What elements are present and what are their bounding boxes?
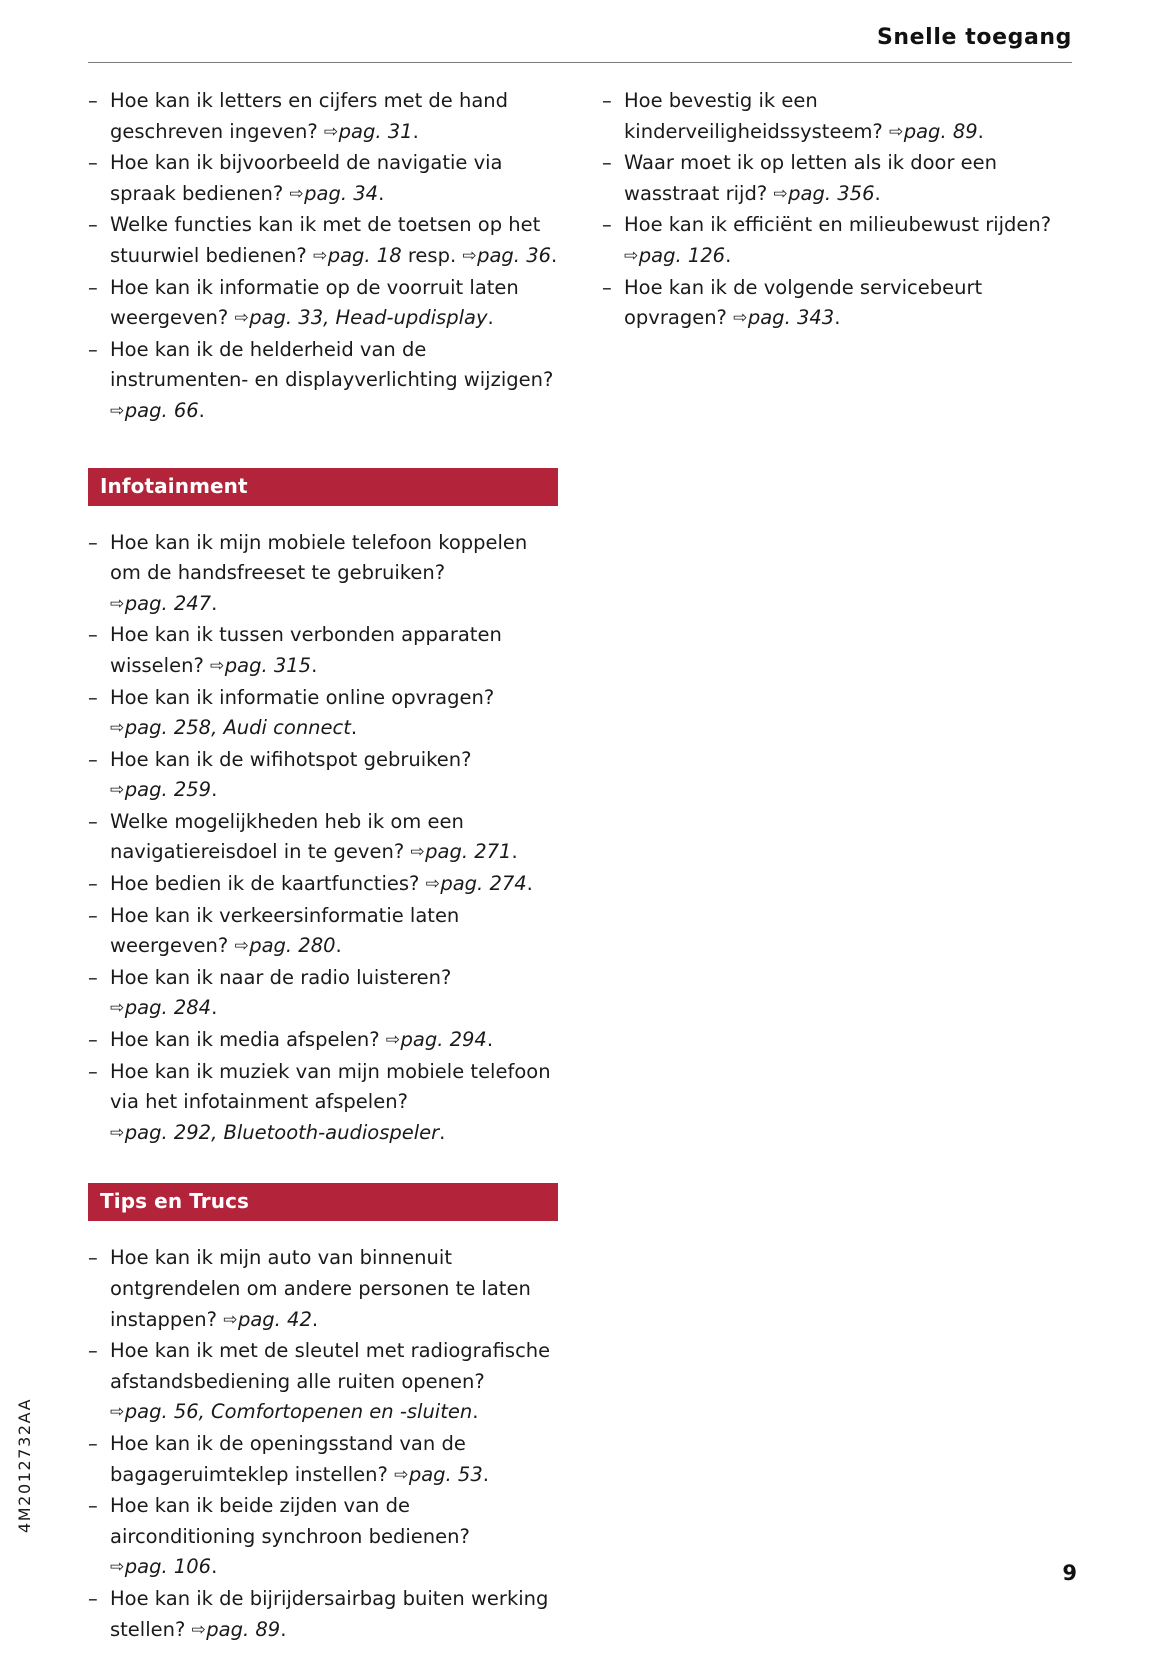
question-text: Hoe kan ik beide zijden van de airconditioning synchroon bedienen? bbox=[110, 1494, 470, 1548]
question-text-trailing: . bbox=[412, 119, 419, 143]
page-reference-label: pag. 315 bbox=[224, 653, 312, 677]
reference-arrow-icon: ⇨ bbox=[624, 245, 639, 266]
question-text-trailing: . bbox=[834, 306, 841, 330]
reference-arrow-icon: ⇨ bbox=[110, 1122, 125, 1143]
reference-arrow-icon: ⇨ bbox=[191, 1619, 207, 1640]
question-text: Hoe bedien ik de kaartfuncties? bbox=[110, 872, 426, 896]
page-reference-label: pag. 343 bbox=[747, 306, 835, 330]
right-intro-list bbox=[602, 86, 1072, 335]
reference-arrow-icon: ⇨ bbox=[110, 593, 125, 614]
header-divider bbox=[88, 62, 1072, 63]
page-reference-label: pag. 33, Head-updisplay bbox=[249, 306, 488, 330]
question-text-trailing: . bbox=[511, 840, 518, 864]
question-text: Welke mogelijkheden heb ik om een navigatiereisdoel in te geven? bbox=[110, 809, 464, 864]
page-reference-label: pag. 247 bbox=[124, 591, 212, 615]
page-reference-label: pag. 31 bbox=[338, 119, 413, 143]
reference-arrow-icon: ⇨ bbox=[234, 936, 250, 957]
page-reference[interactable] bbox=[462, 244, 551, 267]
question-text: Hoe kan ik verkeersinformatie laten weergeven? bbox=[110, 903, 460, 958]
section-list-2 bbox=[88, 1243, 558, 1646]
question-text: Hoe kan ik efficiënt en milieubewust rijden? bbox=[624, 213, 1052, 237]
page-reference-label: pag. 284 bbox=[124, 996, 212, 1020]
question-text-trailing: . bbox=[472, 1400, 479, 1424]
page-reference-label: pag. 356 bbox=[788, 181, 875, 205]
page-reference-label: pag. 36 bbox=[477, 243, 552, 267]
page-reference-label: pag. 106 bbox=[124, 1555, 212, 1579]
question-text-trailing: . bbox=[211, 1555, 218, 1579]
question-text-trailing: . bbox=[482, 1462, 489, 1486]
question-text-trailing: . bbox=[439, 1120, 446, 1144]
page-reference-label: pag. 126 bbox=[638, 243, 726, 267]
page-reference-label: pag. 292, Bluetooth-audiospeler bbox=[124, 1120, 440, 1144]
question-text-trailing: . bbox=[211, 778, 218, 802]
question-text: Hoe kan ik naar de radio luisteren? bbox=[110, 965, 452, 989]
page-reference[interactable] bbox=[733, 306, 834, 329]
reference-arrow-icon: ⇨ bbox=[410, 842, 426, 863]
list-item bbox=[88, 1057, 558, 1150]
list-item bbox=[88, 620, 558, 682]
page-reference-label: pag. 34 bbox=[304, 181, 379, 205]
question-text: Hoe kan ik letters en cijfers met de hand geschreven ingeven? bbox=[110, 89, 509, 143]
list-item bbox=[602, 148, 1072, 210]
question-text: Hoe kan ik mijn auto van binnenuit ontgrendelen om andere personen te laten instappen? bbox=[110, 1246, 531, 1331]
question-text-trailing: . bbox=[280, 1617, 287, 1641]
question-text: Hoe kan ik media afspelen? bbox=[110, 1028, 386, 1052]
page-reference[interactable] bbox=[110, 1400, 472, 1423]
reference-arrow-icon: ⇨ bbox=[110, 780, 125, 801]
list-item bbox=[88, 963, 558, 1025]
question-text: Welke functies kan ik met de toetsen op het stuurwiel bedienen? bbox=[110, 213, 541, 267]
question-text: Hoe kan ik de helderheid van de instrumenten- en displayverlichting wijzigen? bbox=[110, 337, 554, 392]
question-text-trailing: . bbox=[487, 306, 494, 330]
reference-arrow-icon: ⇨ bbox=[385, 1030, 401, 1051]
list-item bbox=[88, 869, 558, 901]
list-item bbox=[88, 210, 558, 272]
question-text-trailing: . bbox=[551, 243, 558, 267]
list-item bbox=[602, 86, 1072, 148]
reference-arrow-icon: ⇨ bbox=[394, 1464, 409, 1485]
list-item bbox=[88, 1429, 558, 1491]
question-text-trailing: . bbox=[378, 181, 385, 205]
list-item bbox=[88, 148, 558, 210]
page-number: 9 bbox=[1062, 1561, 1077, 1585]
reference-arrow-icon: ⇨ bbox=[462, 245, 478, 266]
page-reference-label: pag. 89 bbox=[206, 1617, 281, 1641]
question-text: Hoe kan ik de volgende servicebeurt opvragen? bbox=[624, 275, 983, 330]
page-reference[interactable] bbox=[889, 120, 978, 143]
list-item bbox=[88, 1584, 558, 1646]
reference-arrow-icon: ⇨ bbox=[110, 1557, 125, 1578]
question-text-trailing: . bbox=[211, 591, 218, 615]
page-reference[interactable] bbox=[426, 872, 527, 895]
page-reference-label: pag. 89 bbox=[903, 119, 978, 143]
list-item bbox=[602, 273, 1072, 335]
content-columns bbox=[88, 86, 1072, 1646]
list-item bbox=[88, 335, 558, 428]
reference-arrow-icon: ⇨ bbox=[234, 308, 250, 329]
list-item bbox=[88, 1243, 558, 1336]
question-text-trailing: . bbox=[874, 181, 881, 205]
page-reference[interactable] bbox=[110, 778, 211, 801]
page-reference-label: pag. 56, Comfortopenen en -sluiten bbox=[124, 1400, 473, 1424]
list-item bbox=[88, 745, 558, 807]
list-item bbox=[88, 1025, 558, 1057]
question-text: Hoe kan ik informatie op de voorruit laten weergeven? bbox=[110, 275, 519, 330]
list-item bbox=[88, 807, 558, 869]
page-reference[interactable] bbox=[210, 654, 311, 677]
page-reference-label: pag. 18 bbox=[327, 243, 402, 267]
question-text: Hoe kan ik mijn mobiele telefoon koppelen om de handsfreeset te gebruiken? bbox=[110, 530, 528, 585]
reference-arrow-icon: ⇨ bbox=[110, 400, 125, 421]
question-text: Hoe bevestig ik een kinderveiligheidssysteem? bbox=[624, 89, 889, 143]
page-header bbox=[88, 24, 1072, 68]
question-text: Hoe kan ik informatie online opvragen? bbox=[110, 685, 495, 709]
section-list-1 bbox=[88, 528, 558, 1150]
page-reference[interactable] bbox=[110, 592, 211, 615]
question-text-trailing: . bbox=[526, 872, 533, 896]
question-text: Hoe kan ik de openingsstand van de bagageruimteklep instellen? bbox=[110, 1431, 466, 1486]
question-text-trailing: . bbox=[350, 716, 358, 740]
list-item bbox=[88, 86, 558, 148]
list-item bbox=[88, 528, 558, 621]
page-reference[interactable] bbox=[234, 934, 335, 957]
page-title: Snelle toegang bbox=[876, 25, 1072, 50]
left-intro-list bbox=[88, 86, 558, 428]
left-column bbox=[88, 86, 558, 1646]
reference-arrow-icon: ⇨ bbox=[323, 121, 339, 142]
question-text-trailing: . bbox=[198, 398, 205, 422]
question-text: Hoe kan ik muziek van mijn mobiele telefoon via het infotainment afspelen? bbox=[110, 1059, 551, 1114]
page-reference-label: pag. 259 bbox=[124, 778, 212, 802]
page-reference-label: pag. 42 bbox=[237, 1307, 312, 1331]
question-text-trailing: . bbox=[335, 934, 342, 958]
page-reference[interactable] bbox=[324, 120, 413, 143]
reference-arrow-icon: ⇨ bbox=[223, 1309, 238, 1330]
page-reference[interactable] bbox=[192, 1618, 281, 1641]
page-reference[interactable] bbox=[223, 1308, 312, 1331]
page-reference[interactable] bbox=[110, 399, 199, 422]
question-text: Hoe kan ik bijvoorbeeld de navigatie via spraak bedienen? bbox=[110, 151, 503, 205]
page-reference-label: pag. 274 bbox=[440, 872, 527, 896]
list-item bbox=[88, 683, 558, 745]
page-reference-label: pag. 258, Audi connect bbox=[124, 716, 351, 740]
reference-arrow-icon: ⇨ bbox=[773, 183, 789, 204]
reference-arrow-icon: ⇨ bbox=[110, 1402, 125, 1423]
question-text: Hoe kan ik met de sleutel met radiografische afstandsbediening alle ruiten openen? bbox=[110, 1339, 551, 1393]
question-text-trailing: . bbox=[311, 1307, 319, 1331]
page-reference[interactable] bbox=[394, 1463, 483, 1486]
page-reference[interactable] bbox=[234, 306, 487, 329]
question-text-trailing: . bbox=[725, 243, 732, 267]
list-item bbox=[88, 1336, 558, 1429]
page-reference-label: pag. 66 bbox=[124, 398, 199, 422]
reference-arrow-icon: ⇨ bbox=[425, 874, 441, 895]
reference-arrow-icon: ⇨ bbox=[210, 655, 225, 676]
reference-arrow-icon: ⇨ bbox=[110, 718, 125, 739]
reference-arrow-icon: ⇨ bbox=[888, 121, 904, 142]
question-text-trailing: . bbox=[211, 996, 218, 1020]
page-reference[interactable] bbox=[110, 996, 211, 1019]
question-text: Hoe kan ik de wifihotspot gebruiken? bbox=[110, 747, 472, 771]
page-reference[interactable] bbox=[110, 1121, 439, 1144]
reference-arrow-icon: ⇨ bbox=[733, 308, 748, 329]
question-text: Hoe kan ik tussen verbonden apparaten wisselen? bbox=[110, 623, 502, 677]
page-reference[interactable] bbox=[110, 716, 351, 739]
list-item bbox=[88, 901, 558, 963]
document-code: 4M2012732AA bbox=[15, 1397, 34, 1533]
page-reference-label: pag. 280 bbox=[249, 934, 336, 958]
reference-arrow-icon: ⇨ bbox=[312, 245, 328, 266]
question-text: Hoe kan ik de bijrijdersairbag buiten werking stellen? bbox=[110, 1586, 549, 1641]
list-item bbox=[88, 1491, 558, 1584]
question-text-trailing: . bbox=[311, 653, 318, 677]
page-reference[interactable] bbox=[289, 182, 378, 205]
question-text-continued: resp. bbox=[401, 243, 463, 267]
question-text-trailing: . bbox=[486, 1028, 494, 1052]
question-text-trailing: . bbox=[977, 119, 984, 143]
list-item bbox=[602, 210, 1072, 272]
page-reference[interactable] bbox=[624, 244, 725, 267]
reference-arrow-icon: ⇨ bbox=[289, 183, 305, 204]
list-item bbox=[88, 273, 558, 335]
page-reference[interactable] bbox=[313, 244, 402, 267]
page-reference[interactable] bbox=[386, 1028, 487, 1051]
right-column bbox=[602, 86, 1072, 1646]
section-heading-2: Tips en Trucs bbox=[88, 1183, 558, 1221]
page-reference-label: pag. 294 bbox=[400, 1028, 487, 1052]
page-reference[interactable] bbox=[410, 840, 511, 863]
reference-arrow-icon: ⇨ bbox=[110, 998, 125, 1019]
page-reference[interactable] bbox=[110, 1555, 211, 1578]
page-reference-label: pag. 271 bbox=[425, 840, 512, 864]
page-reference-label: pag. 53 bbox=[408, 1462, 483, 1486]
question-text: Waar moet ik op letten als ik door een wasstraat rijd? bbox=[624, 151, 998, 205]
section-heading-1: Infotainment bbox=[88, 468, 558, 506]
page-reference[interactable] bbox=[773, 182, 874, 205]
